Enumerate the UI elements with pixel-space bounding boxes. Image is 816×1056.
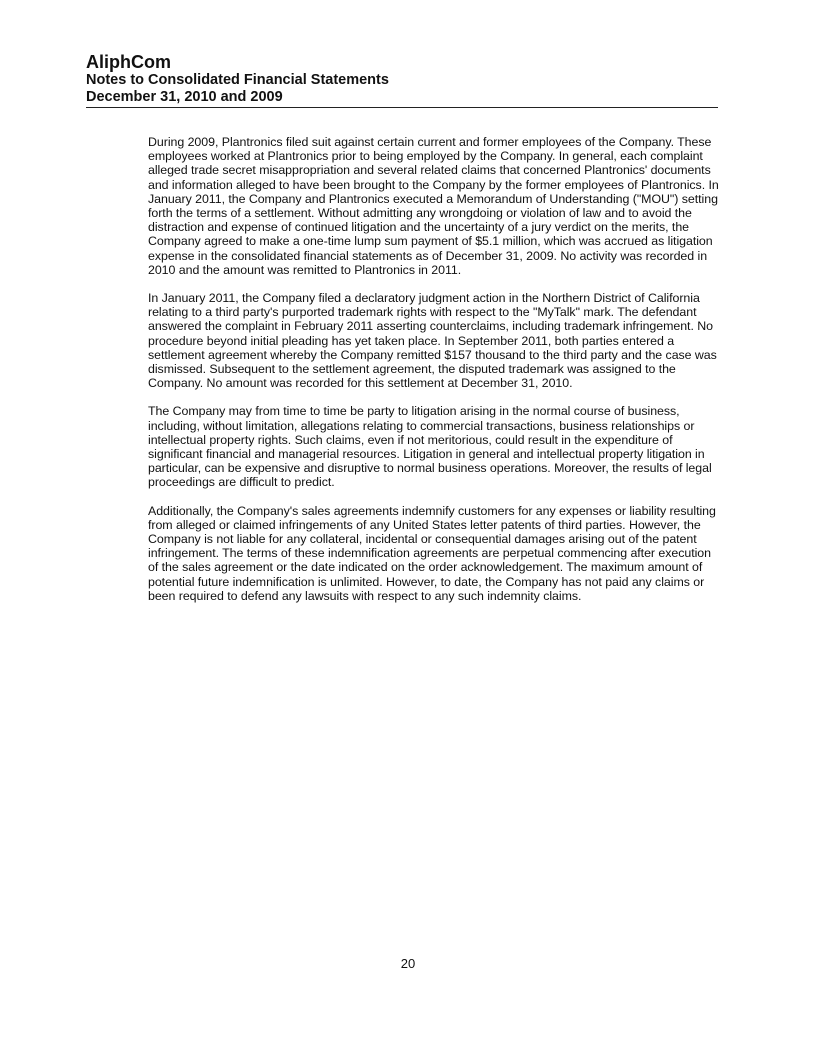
document-title: Notes to Consolidated Financial Statements bbox=[86, 72, 389, 88]
notes-body bbox=[148, 135, 720, 617]
paragraph-indemnification: Additionally, the Company's sales agreements indemnify customers for any expenses or liability resulting from alleged or claimed infringements of any United States letter patents of third parties. However, the Company is not liable for any collateral, incidental or consequential damages arising out of the patent infringement. The terms of these indemnification agreements are perpetual commencing after execution of the sales agreement or the date indicated on the order acknowledgement. The maximum amount of potential future indemnification is unlimited. However, to date, the Company has not paid any claims or been required to defend any lawsuits with respect to any such indemnity claims. bbox=[148, 503, 716, 603]
company-name: AliphCom bbox=[86, 52, 171, 72]
header-divider bbox=[86, 107, 718, 108]
reporting-period: December 31, 2010 and 2009 bbox=[86, 89, 283, 105]
document-header bbox=[86, 52, 718, 106]
paragraph-general-litigation: The Company may from time to time be party to litigation arising in the normal course of business, including, without limitation, allegations relating to commercial transactions, business relationships or intellectual property rights. Such claims, even if not meritorious, could result in the expenditure of significant financial and managerial resources. Litigation in general and intellectual property litigation in particular, can be expensive and disruptive to normal business operations. Moreover, the results of legal proceedings are difficult to predict. bbox=[148, 404, 712, 490]
paragraph-plantronics-litigation: During 2009, Plantronics filed suit against certain current and former employees of the Company. These employees worked at Plantronics prior to being employed by the Company. In general, each complaint alleged trade secret misappropriation and several related claims that concerned Plantronics' documents and information alleged to have been brought to the Company by the former employees of Plantronics. In January 2011, the Company and Plantronics executed a Memorandum of Understanding ("MOU") setting forth the terms of a settlement. Without admitting any wrongdoing or violation of law and to avoid the distraction and expense of continued litigation and the uncertainty of a jury verdict on the merits, the Company agreed to make a one-time lump sum payment of $5.1 million, which was accrued as litigation expense in the consolidated financial statements as of December 31, 2009. No activity was recorded in 2010 and the amount was remitted to Plantronics in 2011. bbox=[148, 135, 719, 277]
page-number: 20 bbox=[400, 956, 416, 971]
paragraph-mytalk-trademark: In January 2011, the Company filed a declaratory judgment action in the Northern District of California relating to a third party's purported trademark rights with respect to the "MyTalk" mark. The defendant answered the complaint in February 2011 asserting counterclaims, including trademark infringement. No procedure beyond initial pleading has yet taken place. In September 2011, both parties entered a settlement agreement whereby the Company remitted $157 thousand to the third party and the case was dismissed. Subsequent to the settlement agreement, the disputed trademark was assigned to the Company. No amount was recorded for this settlement at December 31, 2010. bbox=[148, 291, 717, 391]
